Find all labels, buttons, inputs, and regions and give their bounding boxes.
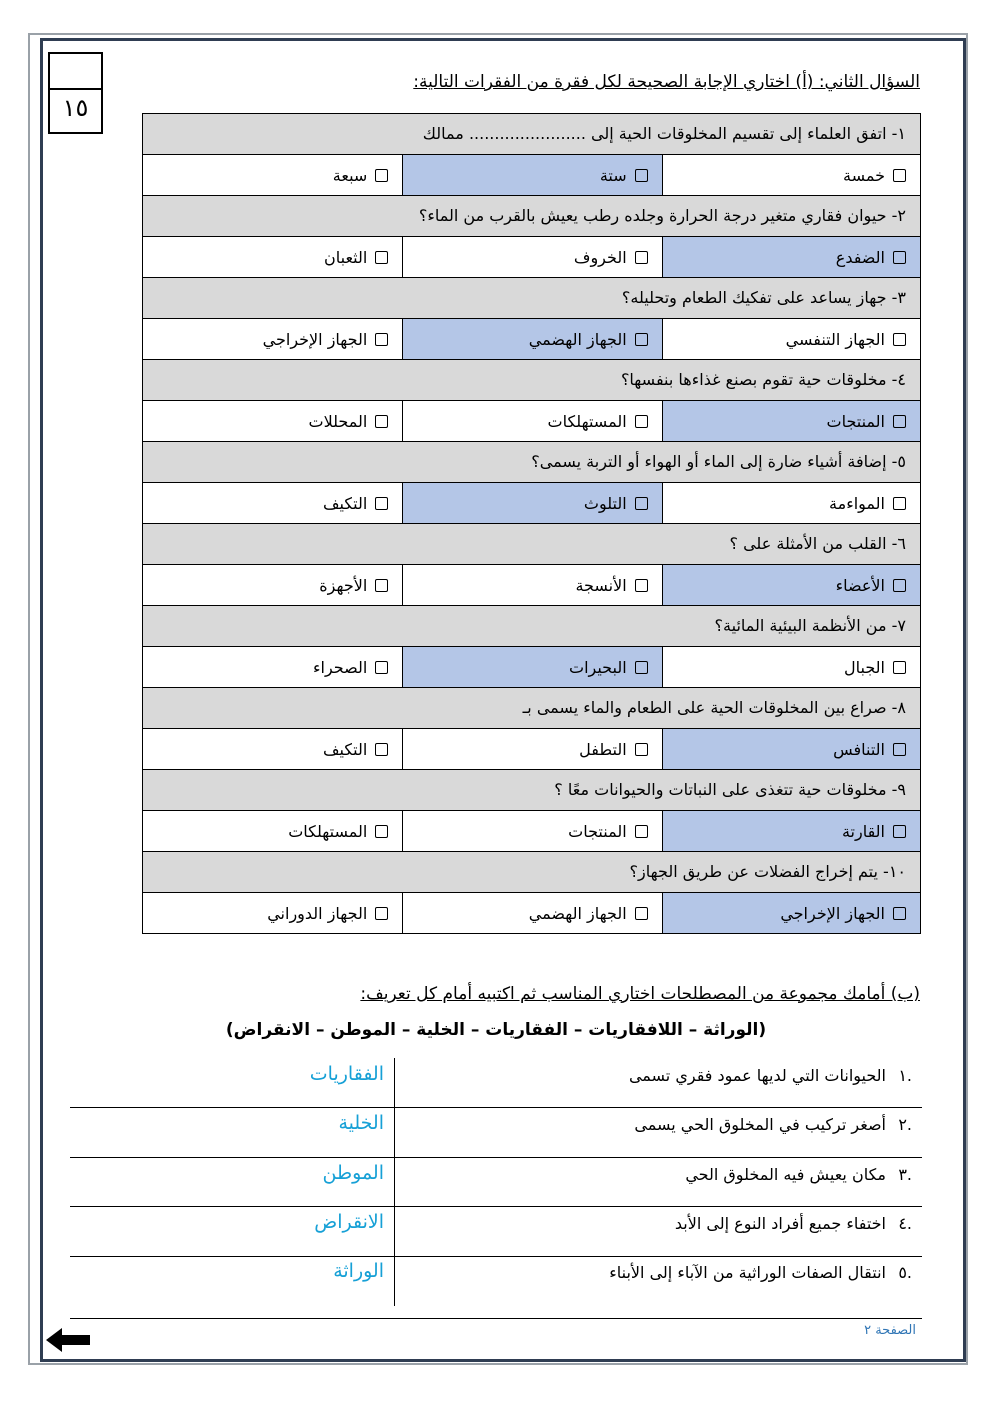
answer-option[interactable] xyxy=(662,729,920,769)
checkbox-icon[interactable] xyxy=(893,743,906,756)
option-label: التلوث xyxy=(583,493,627,513)
option-label: المنتجات xyxy=(826,411,885,431)
option-label: التكيف xyxy=(322,739,368,759)
checkbox-icon[interactable] xyxy=(375,661,388,674)
options-row xyxy=(143,565,920,606)
option-label: التكيف xyxy=(322,493,368,513)
options-row xyxy=(143,483,920,524)
option-label: الجهاز التنفسي xyxy=(785,329,885,349)
definition-label: الحيوانات التي لديها عمود فقري تسمى xyxy=(628,1066,886,1085)
definitions-row-divider xyxy=(70,1206,922,1207)
answer-option[interactable] xyxy=(662,811,920,851)
answer-option[interactable] xyxy=(402,647,661,687)
answer-option[interactable] xyxy=(402,155,661,195)
answer-option[interactable] xyxy=(402,401,661,441)
option-label: الجهاز الإخراجي xyxy=(262,329,368,349)
checkbox-icon[interactable] xyxy=(893,579,906,592)
definition-number: .٢ xyxy=(898,1115,912,1134)
answer-option[interactable] xyxy=(402,319,661,359)
definitions-row-divider xyxy=(70,1256,922,1257)
answer-option[interactable] xyxy=(143,647,402,687)
definition-label: اختفاء جميع أفراد النوع إلى الأبد xyxy=(674,1214,886,1233)
answer-option[interactable] xyxy=(143,237,402,277)
score-box xyxy=(48,52,103,134)
answer-option[interactable] xyxy=(662,401,920,441)
option-label: المستهلكات xyxy=(288,821,368,841)
option-label: الجبال xyxy=(844,657,885,677)
score-divider xyxy=(50,88,101,90)
definition-number: .١ xyxy=(898,1066,912,1085)
footer-rule xyxy=(70,1318,922,1319)
answer-option[interactable] xyxy=(662,483,920,523)
answer-option[interactable] xyxy=(402,811,661,851)
checkbox-icon[interactable] xyxy=(375,743,388,756)
answer-option[interactable] xyxy=(143,155,402,195)
checkbox-icon[interactable] xyxy=(893,169,906,182)
question-stem: ٧- من الأنظمة البيئية المائية؟ xyxy=(143,606,920,647)
definition-label: انتقال الصفات الوراثية من الآباء إلى الأبناء xyxy=(609,1263,886,1282)
answer-option[interactable] xyxy=(402,565,661,605)
option-label: الجهاز الهضمي xyxy=(528,329,627,349)
definitions-column-divider xyxy=(394,1058,395,1306)
checkbox-icon[interactable] xyxy=(635,169,648,182)
answer-option[interactable] xyxy=(143,729,402,769)
option-label: الجهاز الهضمي xyxy=(528,903,627,923)
option-label: ستة xyxy=(599,165,627,185)
checkbox-icon[interactable] xyxy=(893,333,906,346)
checkbox-icon[interactable] xyxy=(375,497,388,510)
answer-option[interactable] xyxy=(143,565,402,605)
definition-text xyxy=(634,1115,912,1134)
checkbox-icon[interactable] xyxy=(375,169,388,182)
answer-option[interactable] xyxy=(402,483,661,523)
part-a-title: السؤال الثاني: (أ) اختاري الإجابة الصحيحة لكل فقرة من الفقرات التالية: xyxy=(413,72,920,92)
definition-label: أصغر تركيب في المخلوق الحي يسمى xyxy=(634,1115,886,1134)
option-label: القارتة xyxy=(841,821,885,841)
definition-label: مكان يعيش فيه المخلوق الحي xyxy=(685,1165,886,1184)
option-label: التنافس xyxy=(833,739,885,759)
definitions-row-divider xyxy=(70,1157,922,1158)
answer-option[interactable] xyxy=(662,237,920,277)
checkbox-icon[interactable] xyxy=(893,415,906,428)
option-label: الثعبان xyxy=(324,247,368,267)
question-stem: ٨- صراع بين المخلوقات الحية على الطعام والماء يسمى بـ xyxy=(143,688,920,729)
checkbox-icon[interactable] xyxy=(375,251,388,264)
option-label: الصحراء xyxy=(313,657,368,677)
checkbox-icon[interactable] xyxy=(893,497,906,510)
definition-number: .٣ xyxy=(898,1165,912,1184)
checkbox-icon[interactable] xyxy=(635,497,648,510)
option-label: الأعضاء xyxy=(835,575,885,595)
left-arrow-icon[interactable] xyxy=(44,1324,92,1356)
answer-option[interactable] xyxy=(402,237,661,277)
checkbox-icon[interactable] xyxy=(635,743,648,756)
options-row xyxy=(143,811,920,852)
answer-option[interactable] xyxy=(662,647,920,687)
answer-option[interactable] xyxy=(143,319,402,359)
question-stem: ٦- القلب من الأمثلة على ؟ xyxy=(143,524,920,565)
option-label: الخروف xyxy=(573,247,627,267)
answer-option[interactable] xyxy=(662,565,920,605)
answer-option[interactable] xyxy=(662,319,920,359)
checkbox-icon[interactable] xyxy=(635,825,648,838)
options-row xyxy=(143,319,920,360)
checkbox-icon[interactable] xyxy=(375,579,388,592)
answer-option[interactable] xyxy=(143,811,402,851)
options-row xyxy=(143,893,920,933)
options-row xyxy=(143,155,920,196)
checkbox-icon[interactable] xyxy=(893,251,906,264)
options-row xyxy=(143,729,920,770)
checkbox-icon[interactable] xyxy=(893,907,906,920)
checkbox-icon[interactable] xyxy=(635,907,648,920)
answer-option[interactable] xyxy=(143,401,402,441)
answer-option[interactable] xyxy=(402,729,661,769)
option-label: المستهلكات xyxy=(547,411,627,431)
definition-answer[interactable]: الفقاريات xyxy=(309,1063,384,1085)
option-label: الجهاز الدوراني xyxy=(267,903,368,923)
answer-option[interactable] xyxy=(143,893,402,933)
definition-answer[interactable]: الموطن xyxy=(322,1162,384,1184)
option-label: المواءمة xyxy=(829,493,885,513)
definition-answer[interactable]: الانقراض xyxy=(314,1211,384,1233)
page-number-label: الصفحة ٢ xyxy=(864,1323,916,1338)
option-label: المنتجات xyxy=(568,821,627,841)
definition-answer[interactable]: الخلية xyxy=(338,1112,384,1134)
option-label: التطفل xyxy=(579,739,627,759)
answer-option[interactable] xyxy=(662,893,920,933)
checkbox-icon[interactable] xyxy=(893,825,906,838)
definitions-row-divider xyxy=(70,1107,922,1108)
question-stem: ٩- مخلوقات حية تتغذى على النباتات والحيوانات معًا ؟ xyxy=(143,770,920,811)
answer-option[interactable] xyxy=(662,155,920,195)
definition-text xyxy=(609,1263,912,1282)
options-row xyxy=(143,647,920,688)
question-stem: ١- اتفق العلماء إلى تقسيم المخلوقات الحية إلى ....................... ممالك xyxy=(143,114,920,155)
options-row xyxy=(143,401,920,442)
option-label: سبعة xyxy=(332,165,368,185)
checkbox-icon[interactable] xyxy=(375,907,388,920)
option-label: الضفدع xyxy=(835,247,885,267)
checkbox-icon[interactable] xyxy=(375,415,388,428)
answer-option[interactable] xyxy=(402,893,661,933)
checkbox-icon[interactable] xyxy=(635,333,648,346)
checkbox-icon[interactable] xyxy=(635,661,648,674)
checkbox-icon[interactable] xyxy=(635,251,648,264)
checkbox-icon[interactable] xyxy=(635,415,648,428)
option-label: البحيرات xyxy=(569,657,627,677)
definition-text xyxy=(685,1165,912,1184)
definition-number: .٥ xyxy=(898,1263,912,1282)
checkbox-icon[interactable] xyxy=(375,825,388,838)
question-stem: ٤- مخلوقات حية تقوم بصنع غذاءها بنفسها؟ xyxy=(143,360,920,401)
option-label: الأنسجة xyxy=(575,575,627,595)
question-stem: ٢- حيوان فقاري متغير درجة الحرارة وجلده رطب يعيش بالقرب من الماء؟ xyxy=(143,196,920,237)
checkbox-icon[interactable] xyxy=(893,661,906,674)
definition-answer[interactable]: الوراثة xyxy=(333,1260,384,1282)
part-b-term-bank: (الوراثة – اللافقاريات – الفقاريات – الخلية – الموطن – الانقراض) xyxy=(225,1020,767,1040)
answer-option[interactable] xyxy=(143,483,402,523)
definition-text xyxy=(629,1066,912,1085)
definition-text xyxy=(675,1214,912,1233)
part-b-title: (ب) أمامك مجموعة من المصطلحات اختاري المناسب ثم اكتبيه أمام كل تعريف: xyxy=(360,984,920,1004)
option-label: الجهاز الإخراجي xyxy=(780,903,885,923)
question-stem: ١٠- يتم إخراج الفضلات عن طريق الجهاز؟ xyxy=(143,852,920,893)
question-stem: ٥- إضافة أشياء ضارة إلى الماء أو الهواء أو التربة يسمى؟ xyxy=(143,442,920,483)
mcq-table xyxy=(142,113,921,934)
option-label: المحللات xyxy=(308,411,368,431)
option-label: الأجهزة xyxy=(319,575,368,595)
question-stem: ٣- جهاز يساعد على تفكيك الطعام وتحليله؟ xyxy=(143,278,920,319)
options-row xyxy=(143,237,920,278)
option-label: خمسة xyxy=(843,165,885,185)
score-value: ١٥ xyxy=(62,94,89,122)
checkbox-icon[interactable] xyxy=(635,579,648,592)
definition-number: .٤ xyxy=(898,1214,912,1233)
checkbox-icon[interactable] xyxy=(375,333,388,346)
